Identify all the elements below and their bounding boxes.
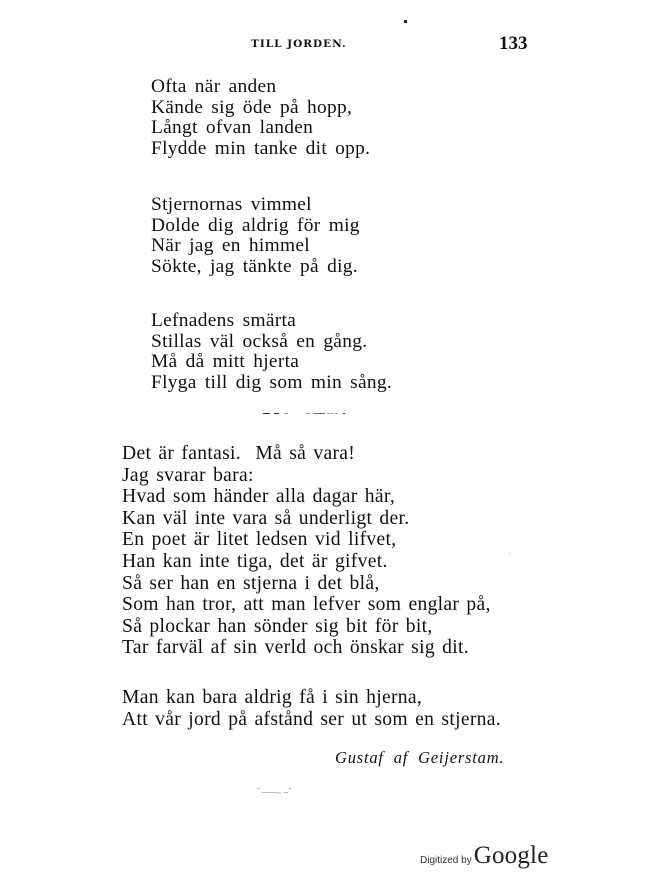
running-head: TILL JORDEN. bbox=[251, 38, 347, 50]
stanza bbox=[151, 311, 392, 393]
stanza bbox=[122, 443, 491, 659]
poem-line: Tar farväl af sin verld och önskar sig dit. bbox=[122, 637, 469, 659]
poem-line: Flyga till dig som min sång. bbox=[151, 371, 393, 393]
poem-line: Så plockar han sönder sig bit för bit, bbox=[122, 615, 433, 637]
stanza bbox=[151, 195, 360, 277]
poem-line: Man kan bara aldrig få i sin hjerna, bbox=[122, 687, 423, 708]
poem-line: Som han tror, att man lefver som englar på, bbox=[122, 594, 491, 616]
poem-line: Lefnadens smärta bbox=[151, 310, 297, 331]
print-speck bbox=[509, 553, 510, 554]
poem-line: Det är fantasi. Må så vara! bbox=[122, 443, 356, 464]
section-divider bbox=[263, 413, 345, 415]
poem-line: Han kan inte tiga, det är gifvet. bbox=[122, 550, 388, 572]
poem-line: Dolde dig aldrig för mig bbox=[151, 214, 360, 236]
poem-line: När jag en himmel bbox=[151, 235, 310, 257]
page-number: 133 bbox=[499, 33, 528, 54]
poem-line: En poet är litet ledsen vid lifvet, bbox=[122, 529, 397, 551]
poem-line: Ofta när anden bbox=[151, 76, 277, 97]
poem-line: Att vår jord på afstånd ser ut som en stjerna. bbox=[122, 708, 501, 730]
poem-line: Jag svarar bara: bbox=[122, 464, 254, 486]
end-ornament-icon: ˘ ⌣⌣⌣⌢ ⌣˘ bbox=[256, 788, 292, 798]
poem-line: Må då mitt hjerta bbox=[151, 351, 300, 373]
poem-line: Flydde min tanke dit opp. bbox=[151, 137, 371, 159]
print-speck bbox=[404, 20, 407, 23]
stanza bbox=[151, 77, 370, 159]
stanza bbox=[122, 687, 501, 730]
poem-line: Stjernornas vimmel bbox=[151, 194, 312, 215]
poem-line: Kände sig öde på hopp, bbox=[151, 96, 353, 118]
author-signature: Gustaf af Geijerstam. bbox=[335, 748, 505, 767]
poem-line: Kan väl inte vara så underligt der. bbox=[122, 507, 410, 529]
digitized-by-google-watermark bbox=[420, 842, 549, 870]
poem-line: Hvad som händer alla dagar här, bbox=[122, 486, 396, 508]
google-logo: Google bbox=[473, 842, 549, 869]
poem-line: Långt ofvan landen bbox=[151, 117, 314, 139]
digitized-label: Digitized by bbox=[420, 855, 472, 866]
poem-line: Sökte, jag tänkte på dig. bbox=[151, 255, 358, 277]
poem-line: Stillas väl också en gång. bbox=[151, 330, 368, 352]
poem-line: Så ser han en stjerna i det blå, bbox=[122, 572, 380, 594]
